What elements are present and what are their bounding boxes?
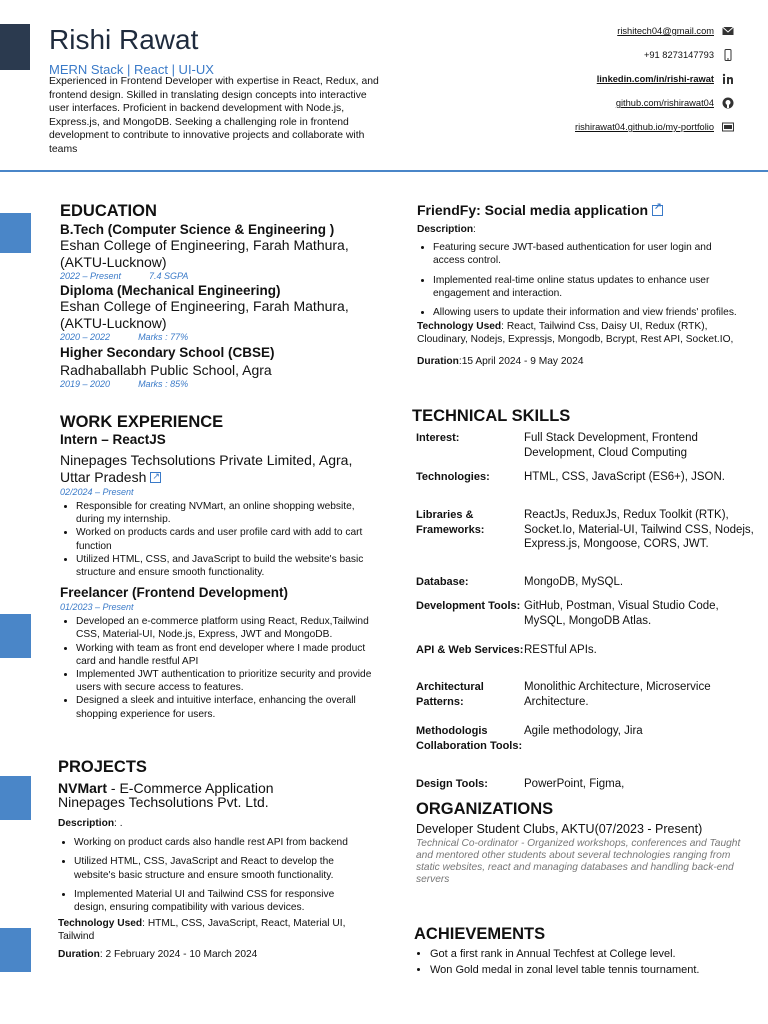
job-points (60, 615, 382, 721)
achievement-points (414, 948, 734, 977)
candidate-subtitle: MERN Stack | React | UI-UX (49, 62, 214, 77)
skill-row: Database: MongoDB, MySQL. (416, 576, 624, 588)
project-heading: NVMart - E-Commerce Application (58, 780, 274, 796)
list-item: • Responsible for creating NVMart, an online shopping website, during my internship. (76, 500, 382, 526)
phone-icon (722, 49, 734, 61)
summary-text: Experienced in Frontend Developer with expertise in React, Redux, and frontend design. Skilled in translating design concepts into interactive user interfaces. Proficient in backend development with Node.js, Express.js, and MongoDB. Seeking a challenging role in frontend development to contribute to innovative projects and collaborate with teams (49, 76, 379, 155)
organizations-title: ORGANIZATIONS (416, 800, 554, 818)
list-item: • Working with team as front end developer where I made product card and handle restful API (76, 642, 382, 668)
achievements-section (414, 925, 734, 977)
candidate-name: Rishi Rawat (49, 24, 199, 55)
accent-bar-education (0, 213, 31, 253)
skill-row: Technologies: HTML, CSS, JavaScript (ES6+), JSON. (416, 471, 725, 483)
project-friendfy (417, 202, 742, 368)
project-duration: Duration: 2 February 2024 - 10 March 2024 (58, 948, 258, 960)
project-points (417, 241, 742, 319)
project-description-label: Description: . (58, 818, 123, 829)
list-item: • Featuring secure JWT-based authentication for user login and access control. (433, 241, 742, 267)
skill-row: Design Tools: PowerPoint, Figma, (416, 778, 625, 790)
project-description-label: Description: (417, 224, 476, 235)
project-duration: Duration:15 April 2024 - 9 May 2024 (417, 355, 584, 367)
contact-portfolio[interactable]: rishirawat04.github.io/my-portfolio (575, 122, 734, 146)
work-title: WORK EXPERIENCE (60, 413, 224, 431)
list-item: • Got a first rank in Annual Techfest at College level. (430, 948, 734, 961)
edu-institution: Eshan College of Engineering, Farah Mathura, (AKTU-Lucknow) (60, 237, 349, 270)
list-item: • Utilized HTML, CSS, JavaScript and React to develop the website's basic structure and ensure smooth functionality. (74, 855, 348, 881)
project-company: Ninepages Techsolutions Pvt. Ltd. (58, 794, 269, 810)
education-section (60, 202, 390, 389)
skill-row: Interest: Full Stack Development, Frontend Development, Cloud Computing (416, 432, 698, 459)
external-link-icon[interactable] (150, 472, 161, 483)
skill-row: Development Tools: GitHub, Postman, Visual Studio Code, MySQL, MongoDB Atlas. (416, 600, 719, 627)
contact-email[interactable]: rishitech04@gmail.com (575, 26, 734, 50)
list-item: • Developed an e-commerce platform using React, Redux,Tailwind CSS, Material-UI, Node.js, Express, JWT and MongoDB. (76, 615, 382, 641)
projects-section (58, 758, 348, 961)
job-period: 01/2023 – Present (60, 602, 134, 613)
accent-bar-projects (0, 776, 31, 820)
skills-title: TECHNICAL SKILLS (412, 407, 571, 425)
contact-phone[interactable]: +91 8273147793 (575, 50, 734, 74)
skill-row: Architectural Patterns: Monolithic Architecture, Microservice Architecture. (416, 681, 711, 708)
linkedin-icon (722, 73, 734, 85)
edu-meta: 2019 – 2020 Marks : 85% (60, 379, 189, 389)
github-icon (722, 97, 734, 109)
project-tech: Technology Used: HTML, CSS, JavaScript, React, Material UI, Tailwind (58, 918, 346, 943)
contact-linkedin[interactable]: linkedin.com/in/rishi-rawat (575, 74, 734, 98)
header-accent-bar (0, 24, 30, 70)
mail-icon (722, 25, 734, 37)
list-item: • Working on product cards also handle rest API from backend (74, 836, 348, 849)
skills-table (416, 431, 756, 795)
job-points (60, 500, 382, 579)
edu-meta: 2020 – 2022 Marks : 77% (60, 332, 189, 342)
job-role: Freelancer (Frontend Development) (60, 585, 289, 601)
accent-bar-bottom (0, 928, 31, 972)
list-item: • Worked on products cards and user profile card with add to cart function (76, 526, 382, 552)
edu-institution: Eshan College of Engineering, Farah Mathura, (AKTU-Lucknow) (60, 298, 349, 331)
contact-github[interactable]: github.com/rishirawat04 (575, 98, 734, 122)
list-item: • Implemented real-time online status updates to enhance user engagement and interaction. (433, 274, 742, 300)
project-tech: Technology Used: React, Tailwind Css, Daisy UI, Redux (RTK), Cloudinary, Nodejs, Expressjs, Mongodb, Bcrypt, Rest API, Socket.IO, (417, 321, 734, 346)
project-heading: FriendFy: Social media application↗ (417, 202, 742, 218)
list-item: • Implemented JWT authentication to prioritize security and provide users with secure access to features. (76, 668, 382, 694)
list-item: • Designed a sleek and intuitive interface, enhancing the overall shopping experience for users. (76, 694, 382, 720)
list-item: • Utilized HTML, CSS, and JavaScript to build the website's basic structure and ensure smooth functionality. (76, 553, 382, 579)
edu-degree: Diploma (Mechanical Engineering) (60, 283, 281, 298)
job-period: 02/2024 – Present (60, 487, 134, 497)
skill-row: API & Web Services: RESTful APIs. (416, 644, 597, 656)
job-company: Ninepages Techsolutions Private Limited, Agra, Uttar Pradesh↗ (60, 452, 360, 486)
organizations-section (416, 800, 746, 886)
organization-desc: static websites, react and managing databases and handling back-end servers (416, 862, 734, 885)
skill-row: Libraries & Frameworks: ReactJs, ReduxJs, Redux Toolkit (RTK), Socket.Io, Material-UI, Tailwind CSS, Nodejs, Express.js, Mongoose, CORS, JWT. (416, 509, 754, 550)
edu-degree: Higher Secondary School (CBSE) (60, 345, 275, 360)
work-section (60, 413, 382, 721)
edu-degree: B.Tech (Computer Science & Engineering ) (60, 222, 335, 237)
contact-list (575, 26, 734, 146)
header-divider (0, 170, 768, 172)
job-role: Intern – ReactJS (60, 432, 166, 447)
external-link-icon[interactable] (652, 205, 663, 216)
organization-name: Developer Student Clubs, AKTU(07/2023 - Present) (416, 822, 703, 836)
organization-desc: Technical Co-ordinator - Organized workshops, conferences and Taught (416, 838, 741, 849)
portfolio-icon (722, 121, 734, 133)
organization-desc: and mentored other students about several technologies ranging from (416, 850, 731, 861)
list-item: • Implemented Material UI and Tailwind CSS for responsive design, ensuring compatibility with various devices. (74, 888, 348, 914)
skill-row: Methodologis Collaboration Tools: Agile methodology, Jira (416, 725, 643, 752)
education-title: EDUCATION (60, 202, 157, 220)
list-item: • Allowing users to update their information and view friends' profiles. (433, 306, 742, 319)
projects-title: PROJECTS (58, 758, 147, 776)
edu-institution: Radhaballabh Public School, Agra (60, 362, 272, 378)
achievements-title: ACHIEVEMENTS (414, 925, 546, 943)
edu-meta: 2022 – Present 7.4 SGPA (60, 271, 189, 281)
accent-bar-work (0, 614, 31, 658)
list-item: • Won Gold medal in zonal level table tennis tournament. (430, 964, 734, 977)
project-points (58, 836, 348, 914)
